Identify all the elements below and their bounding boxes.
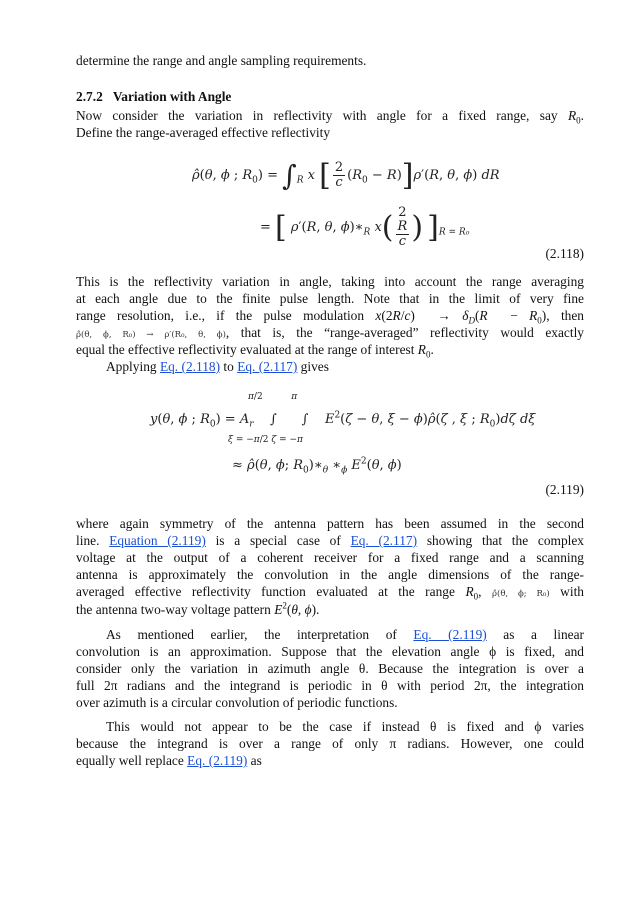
text-line: voltage at the output of a coherent receiver for a fixed range and a scanning [76,550,584,565]
eq-2119-link[interactable]: Eq. (2.119) [413,627,487,642]
text-line: the antenna two-way voltage pattern $E^2(\theta$, ϕ). [76,600,320,617]
text-line: Define the range-averaged effective reflectivity [76,125,331,140]
text-line: antenna is approximately the convolution in the angle dimensions of the range- [76,567,584,582]
eq-2117-link[interactable]: Eq. (2.117) [237,359,298,374]
text-line: averaged effective reflectivity function evaluated at the range $R_0$, ρ̂(θ, ϕ; R₀) with [76,584,584,602]
text-line: Now consider the variation in reflectivity with angle for a fixed range, say $R_0$. [76,108,584,126]
equation-number: (2.118) [545,246,584,261]
text-line: full 2π radians and the integrand is periodic in θ with period 2π, the integration [76,678,584,693]
equation-number: (2.119) [545,482,584,497]
equation-2119-line1: y(θ, ϕ ; $R_0) = A_r$ ∫ ∫ $E^2(\zeta - \theta$, ξ − ϕ)ρ̂(ζ , ξ ; $R_0)d\zeta$ dξ [150,410,536,430]
text-line: where again symmetry of the antenna pattern has been assumed in the second [76,516,584,531]
eq-2119-link[interactable]: Eq. (2.119) [187,753,248,768]
equation-2118-line1: ρ̂(θ, ϕ ; $R_0) = \int_R$ x [ $\frac{2}{c}$ $(R_0 - R)]\rho'(R$, θ, ϕ) dR [192,158,500,193]
text-line: As mentioned earlier, the interpretation of Eq. (2.119) as a linear [106,627,585,642]
section-heading: 2.7.2 Variation with Angle [76,89,232,104]
integral-lower-limits: ξ = −π/2 ζ = −π [228,435,303,445]
text-line: range resolution, i.e., if the pulse modulation $x(2R/c) \to \delta_D(R - R_0)$, then [76,308,584,326]
text-line: This is the reflectivity variation in angle, taking into account the range averaging [76,274,584,289]
text-line: at each angle due to the finite pulse length. Note that in the limit of very fine [76,291,584,306]
eq-2117-link[interactable]: Eq. (2.117) [350,533,418,548]
text-line: convolution is an approximation. Suppose that the elevation angle ϕ is fixed, and [76,644,584,659]
text-line: Applying Eq. (2.118) to Eq. (2.117) gives [106,359,329,374]
text-line: determine the range and angle sampling requirements. [76,53,367,68]
text-line: line. Equation (2.119) is a special case of Eq. (2.117) showing that the complex [76,533,585,548]
integral-upper-limits: π/2 π [248,392,298,402]
eq-2118-link[interactable]: Eq. (2.118) [159,359,221,374]
text-line: consider only the variation in azimuth angle θ. Because the integration is over a [76,661,584,676]
text-line: equal the effective reflectivity evaluated at the range of interest $R_0$. [76,342,434,360]
text-line: ρ̂(θ, ϕ, R₀) → ρ′(R₀, θ, ϕ), that is, the “range-averaged” reflectivity would exactly [76,325,584,340]
equation-2118-line2: = [ ρ′(R, θ, $\phi)∗_R$ x( 2 R c ) ]$_{R = R_0}$ [260,205,470,249]
equation-2119-link[interactable]: Equation (2.119) [109,533,206,548]
text-line: because the integrand is over a range of only π radians. However, one could [76,736,584,751]
text-line: This would not appear to be the case if instead θ is fixed and ϕ varies [106,719,584,734]
text-line: over azimuth is a circular convolution of periodic functions. [76,695,398,710]
text-line: equally well replace Eq. (2.119) as [76,753,262,768]
equation-2119-line2: ≈ ρ̂(θ, ϕ; $R_0)∗_\theta$ $∗_\phi$ $E^2(\theta$, ϕ) [232,456,402,476]
